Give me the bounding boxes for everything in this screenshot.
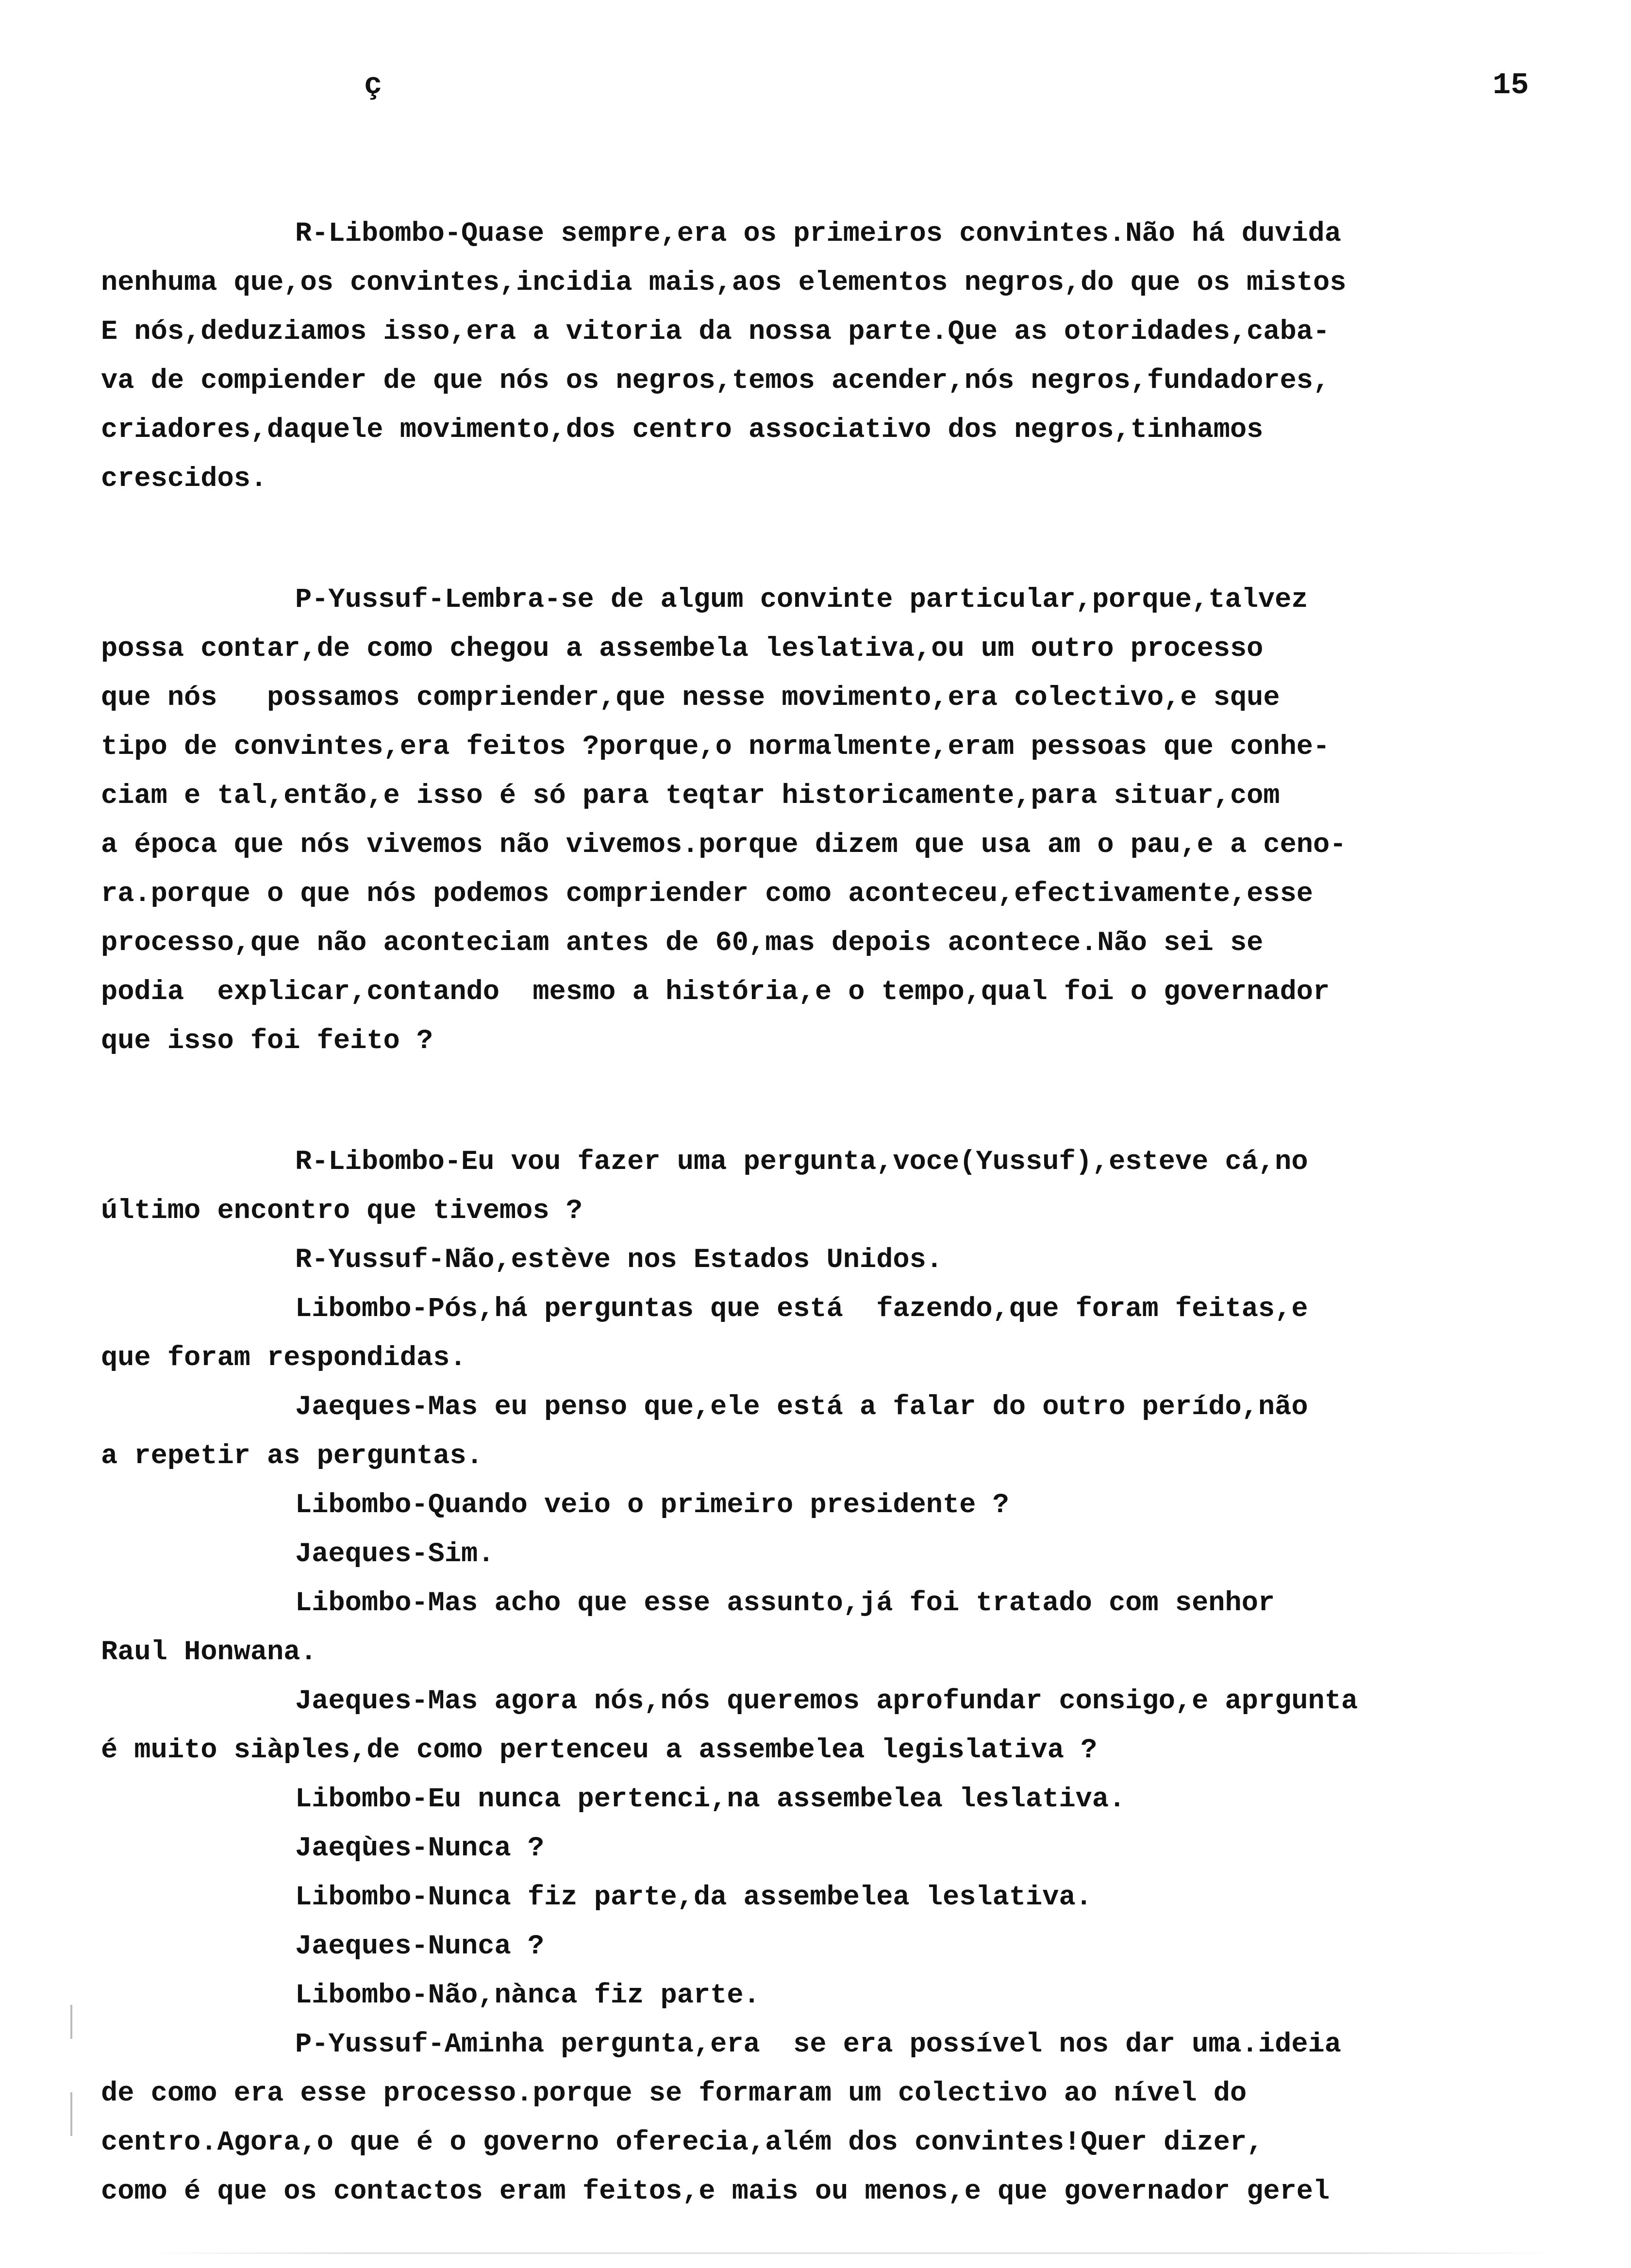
text-line: va de compiender de que nós os negros,temos acender,nós negros,fundadores,	[101, 366, 1330, 397]
text-line: crescidos.	[101, 464, 267, 495]
paragraph-gap	[101, 504, 1562, 576]
text-line: último encontro que tivemos ?	[101, 1196, 582, 1227]
text-line: possa contar,de como chegou a assembela leslativa,ou um outro processo	[101, 634, 1264, 665]
margin-mark	[70, 2005, 72, 2039]
text-line: P-Yussuf-Aminha pergunta,era se era possível nos dar uma.ideia	[295, 2029, 1341, 2060]
margin-mark	[70, 2092, 72, 2136]
text-line: ciam e tal,então,e isso é só para teqtar historicamente,para situar,com	[101, 781, 1280, 812]
text-line: criadores,daquele movimento,dos centro associativo dos negros,tinhamos	[101, 415, 1264, 446]
text-line: P-Yussuf-Lembra-se de algum convinte particular,porque,talvez	[295, 584, 1308, 616]
text-line: que foram respondidas.	[101, 1343, 466, 1374]
header-mark: ç	[364, 68, 383, 102]
text-line: como é que os contactos eram feitos,e mais ou menos,e que governador gerel	[101, 2176, 1330, 2207]
text-line: processo,que não aconteciam antes de 60,mas depois acontece.Não sei se	[101, 928, 1264, 959]
text-line: Jaeques-Nunca ?	[295, 1931, 545, 1962]
text-line: R-Libombo-Eu vou fazer uma pergunta,voce(Yussuf),esteve cá,no	[295, 1147, 1308, 1178]
text-line: ra.porque o que nós podemos compriender como aconteceu,efectivamente,esse	[101, 879, 1314, 910]
text-line: de como era esse processo.porque se formaram um colectivo ao nível do	[101, 2078, 1247, 2109]
text-line: Raul Honwana.	[101, 1637, 317, 1668]
text-line: que nós possamos compriender,que nesse movimento,era colectivo,e sque	[101, 683, 1280, 714]
text-line: é muito siàples,de como pertenceu a assembelea legislativa ?	[101, 1735, 1098, 1766]
paragraph-gap	[101, 1066, 1562, 1138]
text-line: Libombo-Nunca fiz parte,da assembelea leslativa.	[295, 1882, 1092, 1913]
text-line: Jaeqùes-Nunca ?	[295, 1833, 545, 1864]
text-line: R-Libombo-Quase sempre,era os primeiros convintes.Não há duvida	[295, 218, 1341, 250]
text-line: Jaeques-Mas eu penso que,ele está a falar do outro perído,não	[295, 1392, 1308, 1423]
transcript-body	[101, 210, 1562, 2217]
text-line: centro.Agora,o que é o governo oferecia,além dos convintes!Quer dizer,	[101, 2127, 1264, 2158]
text-line: Jaeques-Sim.	[295, 1539, 495, 1570]
scan-artifact	[146, 2252, 1553, 2254]
text-line: R-Yussuf-Não,estève nos Estados Unidos.	[295, 1245, 943, 1276]
text-line: Libombo-Não,nànca fiz parte.	[295, 1980, 760, 2011]
text-line: Jaeques-Mas agora nós,nós queremos aprofundar consigo,e aprgunta	[295, 1686, 1358, 1717]
text-line: que isso foi feito ?	[101, 1026, 433, 1057]
text-line: tipo de convintes,era feitos ?porque,o normalmente,eram pessoas que conhe-	[101, 732, 1330, 763]
text-line: Libombo-Mas acho que esse assunto,já foi tratado com senhor	[295, 1588, 1275, 1619]
text-line: podia explicar,contando mesmo a história,e o tempo,qual foi o governador	[101, 977, 1330, 1008]
text-line: Libombo-Eu nunca pertenci,na assembelea leslativa.	[295, 1784, 1126, 1815]
text-line: nenhuma que,os convintes,incidia mais,aos elementos negros,do que os mistos	[101, 267, 1347, 299]
text-line: E nós,deduziamos isso,era a vitoria da nossa parte.Que as otoridades,caba-	[101, 317, 1330, 348]
text-line: Libombo-Quando veio o primeiro presidente ?	[295, 1490, 1009, 1521]
text-line: a repetir as perguntas.	[101, 1441, 483, 1472]
text-line: Libombo-Pós,há perguntas que está fazendo,que foram feitas,e	[295, 1294, 1308, 1325]
page-number: 15	[1493, 68, 1529, 102]
text-line: a época que nós vivemos não vivemos.porque dizem que usa am o pau,e a ceno-	[101, 830, 1347, 861]
